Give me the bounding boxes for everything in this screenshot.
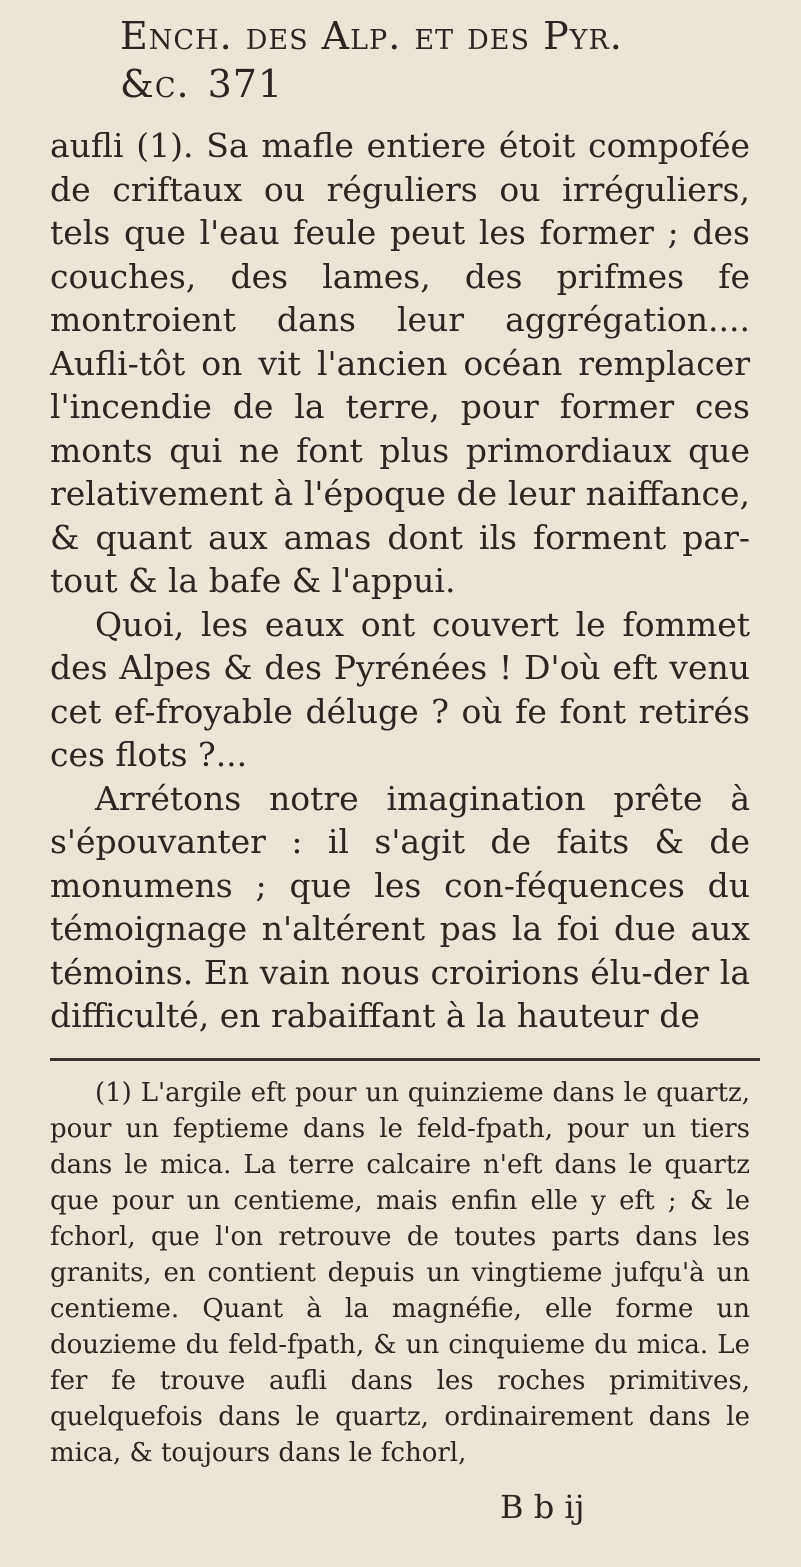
footnote-divider [50,1058,760,1061]
paragraph: Quoi, les eaux ont couvert le fommet des Alpes & des Pyrénées ! D'où eft venu cet ef-froyable déluge ? où fe font retirés ces flots ?... [50,604,750,774]
page-number: 371 [207,62,284,106]
main-text [50,124,750,1038]
header-title: Ench. des Alp. et des Pyr. &c. [120,14,623,106]
footnotes [50,1075,750,1471]
signature-mark: B b ij [500,1487,585,1526]
running-header [120,12,751,108]
paragraph: aufli (1). Sa mafle entiere étoit compofée de criftaux ou réguliers ou irréguliers, tels que l'eau feule peut les former ; des couches, des lames, des prifmes fe montroient dans leur aggrégation.... Aufli-tôt on vit l'ancien océan remplacer l'incendie de la terre, pour former ces monts qui ne font plus primordiaux que relativement à l'époque de leur naiffance, & quant aux amas dont ils forment par-tout & la bafe & l'appui. [50,126,750,600]
footnote: (1) L'argile eft pour un quinzieme dans le quartz, pour un feptieme dans le feld-fpath, pour un tiers dans le mica. La terre calcaire n'eft dans le quartz que pour un centieme, mais enfin elle y eft ; & le fchorl, que l'on retrouve de toutes parts dans les granits, en contient depuis un vingtieme jufqu'à un centieme. Quant à la magnéfie, elle forme un douzieme du feld-fpath, & un cinquieme du mica. Le fer fe trouve aufli dans les roches primitives, quelquefois dans le quartz, ordinairement dans le mica, & toujours dans le fchorl, [50,1077,750,1468]
paragraph: Arrétons notre imagination prête à s'épouvanter : il s'agit de faits & de monumens ; que les con-féquences du témoignage n'altérent pas la foi due aux témoins. En vain nous croirions élu-der la difficulté, en rabaiffant à la hauteur de [50,778,750,1035]
